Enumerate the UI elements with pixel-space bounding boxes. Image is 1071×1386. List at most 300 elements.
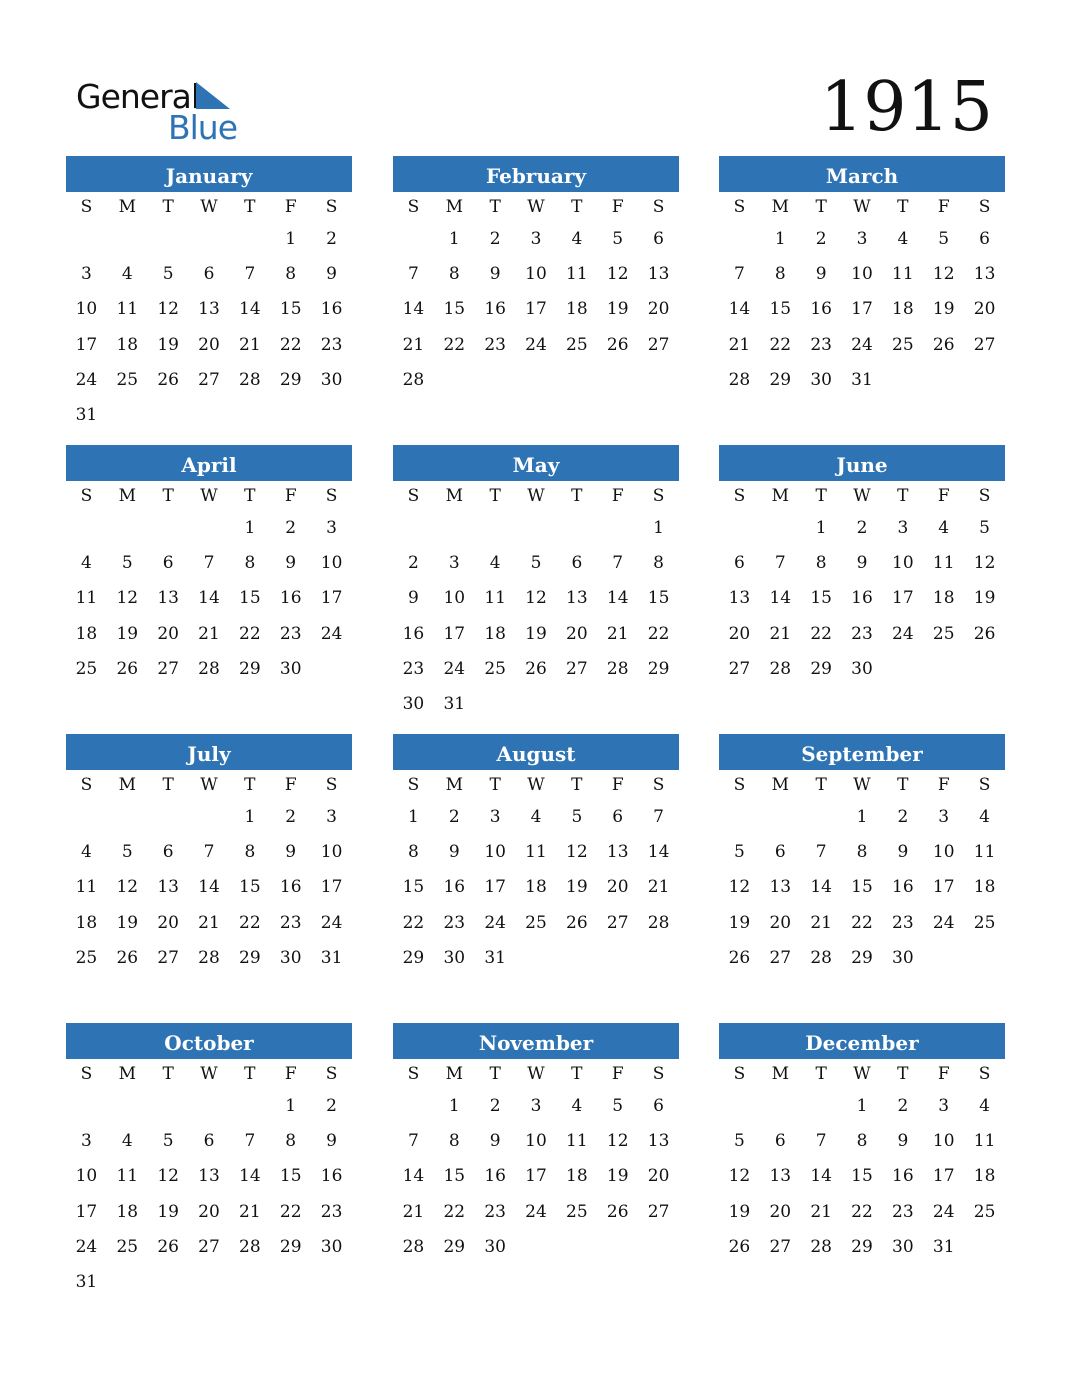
- day-cell: 10: [484, 842, 506, 863]
- weekday-label: F: [937, 486, 950, 506]
- day-cell: 21: [239, 1201, 261, 1222]
- day-cell: 5: [938, 229, 950, 249]
- weekday-label: T: [489, 775, 501, 795]
- day-cell: 20: [647, 1166, 670, 1187]
- day-cell: 1: [244, 807, 256, 827]
- day-cell: 18: [75, 623, 98, 644]
- empty-cell: [66, 800, 107, 835]
- day-cell: 18: [116, 1201, 139, 1222]
- day-cell: 11: [973, 1131, 996, 1152]
- day-cell: 17: [851, 299, 873, 320]
- day-cell: 24: [75, 1236, 98, 1257]
- empty-cell: [393, 511, 434, 546]
- empty-cell: [760, 511, 801, 546]
- day-grid: [393, 770, 679, 976]
- day-cell: 30: [320, 1236, 343, 1257]
- day-cell: 6: [734, 553, 745, 574]
- day-cell: 12: [116, 877, 139, 898]
- empty-cell: [107, 1089, 148, 1124]
- month-header: March: [719, 156, 1005, 192]
- day-cell: 8: [856, 842, 868, 863]
- day-cell: 31: [75, 404, 98, 425]
- day-cell: 22: [851, 912, 873, 933]
- day-cell: 24: [932, 1201, 955, 1222]
- day-cell: 21: [769, 623, 792, 644]
- day-cell: 25: [116, 1236, 139, 1257]
- day-cell: 3: [448, 553, 460, 574]
- day-cell: 5: [530, 553, 542, 574]
- day-cell: 8: [408, 842, 419, 863]
- day-cell: 28: [402, 369, 425, 390]
- month-header: November: [393, 1023, 679, 1059]
- day-cell: 2: [897, 807, 909, 827]
- day-cell: 28: [239, 369, 261, 390]
- empty-cell: [189, 511, 230, 546]
- day-cell: 10: [525, 264, 547, 285]
- day-cell: 20: [198, 334, 220, 355]
- day-cell: 5: [571, 807, 583, 827]
- day-cell: 7: [244, 1131, 256, 1152]
- day-cell: 17: [892, 588, 914, 609]
- day-cell: 23: [279, 623, 302, 644]
- day-cell: 20: [973, 299, 996, 320]
- month-header: June: [719, 445, 1005, 481]
- day-cell: 25: [973, 1201, 996, 1222]
- day-cell: 22: [279, 334, 302, 355]
- month-december: [719, 1023, 1005, 1265]
- day-cell: 6: [612, 807, 624, 827]
- empty-cell: [148, 511, 189, 546]
- day-cell: 21: [198, 623, 220, 644]
- day-cell: 4: [938, 518, 950, 538]
- day-cell: 26: [116, 947, 139, 968]
- day-cell: 17: [75, 1201, 98, 1222]
- day-cell: 9: [285, 553, 297, 574]
- day-cell: 11: [973, 842, 996, 863]
- weekday-label: S: [733, 197, 746, 217]
- day-cell: 18: [566, 1166, 588, 1187]
- day-cell: 5: [734, 842, 745, 863]
- weekday-label: T: [489, 486, 501, 506]
- day-cell: 15: [769, 299, 792, 320]
- day-cell: 17: [525, 1166, 547, 1187]
- day-cell: 18: [932, 588, 955, 609]
- day-cell: 14: [198, 588, 220, 609]
- day-cell: 6: [653, 229, 664, 249]
- day-cell: 29: [279, 369, 302, 390]
- day-cell: 26: [566, 912, 588, 933]
- day-cell: 7: [734, 264, 745, 285]
- day-cell: 9: [326, 264, 337, 285]
- day-cell: 17: [443, 623, 466, 644]
- day-cell: 9: [489, 1131, 501, 1152]
- weekday-label: M: [118, 1064, 136, 1084]
- empty-cell: [107, 511, 148, 546]
- day-cell: 1: [285, 229, 297, 249]
- day-cell: 29: [647, 658, 670, 679]
- day-cell: 5: [612, 1096, 624, 1116]
- month-september: [719, 734, 1005, 976]
- day-cell: 17: [932, 877, 955, 898]
- day-cell: 28: [198, 947, 220, 968]
- day-cell: 24: [484, 912, 506, 933]
- day-cell: 10: [75, 299, 98, 320]
- day-cell: 3: [938, 807, 950, 827]
- day-cell: 13: [769, 877, 792, 898]
- day-cell: 18: [116, 334, 139, 355]
- weekday-label: S: [407, 197, 420, 217]
- day-cell: 10: [443, 588, 466, 609]
- day-cell: 14: [728, 299, 751, 320]
- day-cell: 7: [203, 553, 215, 574]
- day-cell: 10: [320, 553, 343, 574]
- day-cell: 6: [571, 553, 583, 574]
- day-cell: 29: [769, 369, 792, 390]
- day-cell: 29: [851, 947, 873, 968]
- day-cell: 7: [244, 264, 256, 285]
- day-cell: 12: [157, 1166, 179, 1187]
- day-cell: 16: [279, 877, 302, 898]
- empty-cell: [66, 511, 107, 546]
- day-cell: 13: [647, 264, 670, 285]
- day-cell: 25: [484, 658, 506, 679]
- day-cell: 11: [892, 264, 914, 285]
- day-cell: 27: [198, 369, 220, 390]
- day-cell: 9: [897, 842, 909, 863]
- day-cell: 25: [116, 369, 139, 390]
- day-cell: 11: [932, 553, 955, 574]
- weekday-label: T: [489, 197, 501, 217]
- day-cell: 27: [647, 1201, 670, 1222]
- weekday-label: M: [118, 197, 136, 217]
- day-cell: 7: [653, 807, 664, 827]
- day-cell: 27: [769, 947, 792, 968]
- month-header: January: [66, 156, 352, 192]
- weekday-label: W: [200, 1064, 218, 1084]
- weekday-label: F: [611, 775, 624, 795]
- day-cell: 2: [285, 518, 297, 538]
- day-cell: 6: [653, 1096, 664, 1116]
- day-cell: 1: [815, 518, 827, 538]
- weekday-label: S: [652, 486, 665, 506]
- day-cell: 27: [157, 947, 179, 968]
- day-cell: 23: [320, 1201, 343, 1222]
- day-cell: 22: [810, 623, 832, 644]
- day-cell: 21: [402, 334, 425, 355]
- month-header: October: [66, 1023, 352, 1059]
- weekday-label: S: [80, 486, 93, 506]
- day-cell: 2: [408, 553, 419, 574]
- day-cell: 2: [489, 1096, 501, 1116]
- day-cell: 25: [932, 623, 955, 644]
- day-cell: 8: [285, 1131, 297, 1152]
- weekday-label: W: [527, 1064, 545, 1084]
- month-april: [66, 445, 352, 687]
- day-cell: 14: [402, 299, 425, 320]
- day-cell: 20: [769, 1201, 792, 1222]
- day-cell: 24: [525, 334, 547, 355]
- weekday-label: W: [527, 486, 545, 506]
- day-cell: 16: [402, 623, 425, 644]
- weekday-label: W: [200, 197, 218, 217]
- day-cell: 13: [973, 264, 996, 285]
- weekday-label: M: [445, 1064, 463, 1084]
- day-cell: 11: [116, 299, 139, 320]
- weekday-label: M: [771, 197, 789, 217]
- day-cell: 14: [769, 588, 792, 609]
- day-cell: 21: [606, 623, 629, 644]
- day-cell: 20: [566, 623, 588, 644]
- day-cell: 9: [856, 553, 868, 574]
- day-cell: 12: [728, 1166, 751, 1187]
- day-cell: 3: [81, 264, 92, 285]
- day-cell: 20: [157, 912, 179, 933]
- day-cell: 20: [647, 299, 670, 320]
- empty-cell: [148, 222, 189, 257]
- day-cell: 8: [285, 264, 297, 285]
- day-cell: 26: [116, 658, 139, 679]
- day-cell: 3: [938, 1096, 950, 1116]
- weekday-label: W: [527, 197, 545, 217]
- weekday-label: F: [284, 486, 297, 506]
- month-header: December: [719, 1023, 1005, 1059]
- day-cell: 14: [810, 1166, 832, 1187]
- day-cell: 3: [856, 229, 868, 249]
- day-cell: 25: [566, 334, 588, 355]
- day-cell: 26: [606, 1201, 629, 1222]
- day-cell: 15: [443, 299, 466, 320]
- day-cell: 26: [525, 658, 547, 679]
- empty-cell: [719, 1089, 760, 1124]
- day-cell: 23: [320, 334, 343, 355]
- day-cell: 20: [728, 623, 751, 644]
- day-cell: 22: [443, 1201, 466, 1222]
- day-cell: 4: [979, 1096, 990, 1116]
- weekday-label: T: [244, 775, 256, 795]
- weekday-label: M: [118, 775, 136, 795]
- day-cell: 17: [525, 299, 547, 320]
- logo-triangle-icon: [196, 82, 230, 109]
- day-cell: 23: [402, 658, 425, 679]
- day-cell: 2: [815, 229, 827, 249]
- day-cell: 6: [162, 842, 174, 863]
- day-cell: 8: [815, 553, 827, 574]
- day-cell: 19: [606, 299, 629, 320]
- day-cell: 12: [525, 588, 547, 609]
- empty-cell: [189, 1089, 230, 1124]
- logo-text-blue: Blue: [168, 108, 238, 147]
- day-cell: 19: [932, 299, 955, 320]
- month-header: April: [66, 445, 352, 481]
- weekday-label: W: [853, 197, 871, 217]
- day-cell: 30: [851, 658, 873, 679]
- weekday-label: T: [489, 1064, 501, 1084]
- day-cell: 23: [443, 912, 466, 933]
- weekday-label: T: [571, 1064, 583, 1084]
- day-cell: 12: [973, 553, 996, 574]
- day-cell: 16: [443, 877, 466, 898]
- day-cell: 11: [566, 264, 588, 285]
- day-cell: 16: [892, 1166, 914, 1187]
- empty-cell: [107, 222, 148, 257]
- day-cell: 27: [566, 658, 588, 679]
- day-cell: 30: [892, 947, 914, 968]
- empty-cell: [393, 1089, 434, 1124]
- day-cell: 17: [484, 877, 506, 898]
- month-june: [719, 445, 1005, 687]
- day-cell: 6: [203, 1131, 215, 1152]
- weekday-label: F: [937, 1064, 950, 1084]
- day-grid: [719, 481, 1005, 687]
- month-may: [393, 445, 679, 722]
- day-grid: [719, 192, 1005, 398]
- day-cell: 3: [326, 518, 337, 538]
- day-cell: 18: [973, 1166, 996, 1187]
- day-cell: 29: [239, 658, 261, 679]
- day-cell: 11: [566, 1131, 588, 1152]
- weekday-label: S: [978, 486, 991, 506]
- day-cell: 26: [157, 1236, 179, 1257]
- month-july: [66, 734, 352, 976]
- weekday-label: S: [80, 197, 93, 217]
- day-cell: 2: [285, 807, 297, 827]
- day-cell: 13: [647, 1131, 670, 1152]
- day-cell: 16: [320, 299, 343, 320]
- weekday-label: F: [284, 775, 297, 795]
- day-cell: 28: [198, 658, 220, 679]
- empty-cell: [556, 511, 597, 546]
- month-january: [66, 156, 352, 433]
- day-cell: 7: [408, 1131, 419, 1152]
- day-cell: 22: [402, 912, 425, 933]
- day-cell: 25: [75, 658, 98, 679]
- day-cell: 26: [728, 1236, 751, 1257]
- weekday-label: T: [244, 486, 256, 506]
- day-cell: 22: [443, 334, 466, 355]
- day-cell: 9: [815, 264, 827, 285]
- weekday-label: W: [853, 1064, 871, 1084]
- weekday-label: T: [815, 775, 827, 795]
- day-cell: 11: [525, 842, 547, 863]
- day-cell: 22: [239, 623, 261, 644]
- day-cell: 12: [932, 264, 955, 285]
- day-cell: 11: [116, 1166, 139, 1187]
- day-cell: 30: [810, 369, 832, 390]
- empty-cell: [760, 800, 801, 835]
- day-cell: 30: [279, 947, 302, 968]
- day-cell: 6: [774, 1131, 786, 1152]
- day-cell: 31: [932, 1236, 955, 1257]
- day-cell: 24: [892, 623, 914, 644]
- day-cell: 10: [851, 264, 873, 285]
- day-cell: 18: [525, 877, 547, 898]
- day-cell: 12: [606, 264, 629, 285]
- empty-cell: [393, 222, 434, 257]
- weekday-label: T: [571, 197, 583, 217]
- weekday-label: F: [284, 1064, 297, 1084]
- day-cell: 15: [810, 588, 832, 609]
- day-cell: 14: [606, 588, 629, 609]
- day-cell: 2: [326, 229, 337, 249]
- day-cell: 29: [443, 1236, 466, 1257]
- day-cell: 16: [484, 299, 506, 320]
- day-cell: 28: [239, 1236, 261, 1257]
- day-cell: 17: [75, 334, 98, 355]
- day-cell: 28: [810, 1236, 832, 1257]
- day-cell: 31: [443, 693, 466, 714]
- weekday-label: T: [162, 1064, 174, 1084]
- weekday-label: S: [325, 197, 338, 217]
- day-cell: 19: [728, 1201, 751, 1222]
- day-cell: 1: [653, 518, 664, 538]
- day-cell: 3: [81, 1131, 92, 1152]
- day-grid: [66, 192, 352, 433]
- day-cell: 29: [851, 1236, 873, 1257]
- weekday-label: M: [771, 486, 789, 506]
- weekday-label: S: [733, 486, 746, 506]
- month-october: [66, 1023, 352, 1300]
- day-cell: 12: [116, 588, 139, 609]
- day-cell: 4: [897, 229, 909, 249]
- day-cell: 2: [326, 1096, 337, 1116]
- day-cell: 10: [932, 842, 955, 863]
- day-cell: 23: [892, 912, 914, 933]
- day-cell: 20: [606, 877, 629, 898]
- day-cell: 22: [769, 334, 792, 355]
- day-cell: 19: [157, 1201, 179, 1222]
- empty-cell: [719, 800, 760, 835]
- day-cell: 24: [320, 912, 343, 933]
- day-cell: 8: [448, 264, 460, 285]
- day-cell: 26: [728, 947, 751, 968]
- day-cell: 18: [484, 623, 506, 644]
- day-cell: 10: [932, 1131, 955, 1152]
- day-cell: 28: [810, 947, 832, 968]
- day-cell: 23: [279, 912, 302, 933]
- day-cell: 21: [647, 877, 670, 898]
- weekday-label: S: [978, 775, 991, 795]
- day-cell: 19: [728, 912, 751, 933]
- day-grid: [66, 1059, 352, 1300]
- day-cell: 14: [198, 877, 220, 898]
- weekday-label: T: [571, 486, 583, 506]
- day-cell: 6: [203, 264, 215, 285]
- weekday-label: S: [325, 775, 338, 795]
- day-cell: 13: [728, 588, 751, 609]
- day-cell: 3: [489, 807, 501, 827]
- weekday-label: T: [897, 486, 909, 506]
- weekday-label: T: [162, 197, 174, 217]
- weekday-label: S: [978, 197, 991, 217]
- day-cell: 17: [932, 1166, 955, 1187]
- day-cell: 29: [810, 658, 832, 679]
- weekday-label: M: [445, 486, 463, 506]
- weekday-label: F: [937, 197, 950, 217]
- weekday-label: S: [652, 1064, 665, 1084]
- weekday-label: S: [407, 775, 420, 795]
- day-cell: 1: [408, 807, 419, 827]
- day-grid: [393, 192, 679, 398]
- weekday-label: F: [937, 775, 950, 795]
- day-cell: 10: [75, 1166, 98, 1187]
- day-cell: 21: [728, 334, 751, 355]
- day-cell: 3: [897, 518, 909, 538]
- weekday-label: M: [771, 1064, 789, 1084]
- day-cell: 21: [198, 912, 220, 933]
- weekday-label: S: [407, 486, 420, 506]
- day-cell: 18: [973, 877, 996, 898]
- day-cell: 14: [239, 1166, 261, 1187]
